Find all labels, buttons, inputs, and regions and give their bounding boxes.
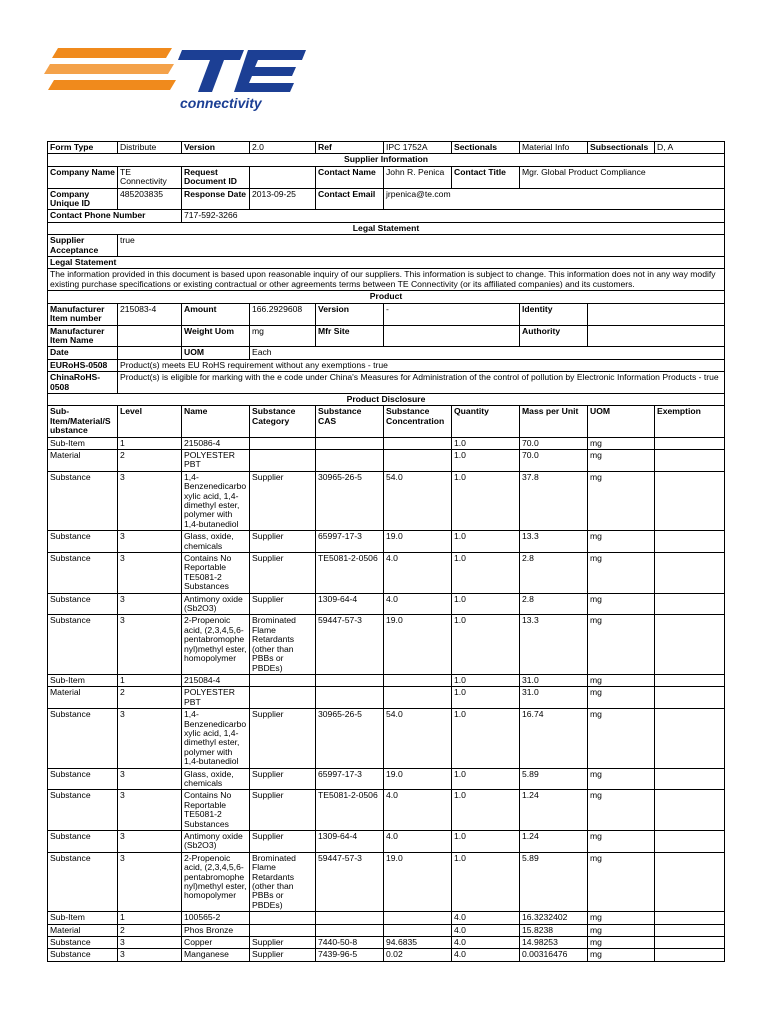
cell-level: 1: [118, 437, 182, 449]
cell-category: Supplier: [250, 790, 316, 831]
table-row: [48, 593, 725, 615]
contact-name-label: Contact Name: [316, 166, 384, 188]
cell-mass: 37.8: [520, 471, 588, 530]
sectionals-value: Material Info: [520, 142, 588, 154]
contact-email-value: jrpenica@te.com: [384, 188, 725, 210]
cell-mass: 16.3232402: [520, 912, 588, 924]
supplier-row-2: [48, 188, 725, 210]
ref-label: Ref: [316, 142, 384, 154]
identity-label: Identity: [520, 303, 588, 325]
cell-concentration: 4.0: [384, 553, 452, 594]
cell-mass: 1.24: [520, 790, 588, 831]
cell-type: Substance: [48, 852, 118, 911]
col-header-name: Name: [182, 406, 250, 437]
table-row: [48, 831, 725, 853]
cell-quantity: 4.0: [452, 924, 520, 936]
cell-cas: 1309-64-4: [316, 593, 384, 615]
cell-concentration: [384, 449, 452, 471]
cell-category: Supplier: [250, 593, 316, 615]
cell-level: 1: [118, 912, 182, 924]
table-row: [48, 553, 725, 594]
cell-quantity: 1.0: [452, 449, 520, 471]
mfr-site-value: [384, 325, 520, 347]
cell-quantity: 1.0: [452, 593, 520, 615]
cell-cas: 59447-57-3: [316, 852, 384, 911]
acceptance-row: [48, 235, 725, 257]
cell-name: 2-Propenoic acid, (2,3,4,5,6-pentabromophenyl)methyl ester, homopolymer: [182, 615, 250, 674]
cell-exemption: [655, 912, 725, 924]
response-date-label: Response Date: [182, 188, 250, 210]
cell-cas: [316, 924, 384, 936]
cell-category: [250, 449, 316, 471]
cell-exemption: [655, 437, 725, 449]
col-header-quantity: Quantity: [452, 406, 520, 437]
form-type-value: Distribute: [118, 142, 182, 154]
authority-label: Authority: [520, 325, 588, 347]
cell-cas: 59447-57-3: [316, 615, 384, 674]
cell-level: 1: [118, 674, 182, 686]
cell-concentration: 54.0: [384, 709, 452, 768]
cell-name: 100565-2: [182, 912, 250, 924]
cell-uom: mg: [588, 687, 655, 709]
cell-level: 3: [118, 852, 182, 911]
cell-quantity: 1.0: [452, 553, 520, 594]
cell-type: Sub-Item: [48, 674, 118, 686]
cell-type: Substance: [48, 593, 118, 615]
cell-type: Substance: [48, 937, 118, 949]
cell-cas: TE5081-2-0506: [316, 553, 384, 594]
cell-name: Copper: [182, 937, 250, 949]
cell-exemption: [655, 615, 725, 674]
cell-uom: mg: [588, 615, 655, 674]
cell-category: Supplier: [250, 949, 316, 961]
cell-exemption: [655, 831, 725, 853]
table-row: [48, 924, 725, 936]
cell-quantity: 1.0: [452, 831, 520, 853]
cell-level: 3: [118, 937, 182, 949]
cell-category: [250, 924, 316, 936]
cell-exemption: [655, 768, 725, 790]
disclosure-section-title: Product Disclosure: [48, 393, 725, 405]
company-name-label: Company Name: [48, 166, 118, 188]
cell-quantity: 1.0: [452, 437, 520, 449]
uom-label: UOM: [182, 347, 250, 359]
company-uid-value: 485203835: [118, 188, 182, 210]
cell-name: Phos Bronze: [182, 924, 250, 936]
cell-type: Sub-Item: [48, 437, 118, 449]
cell-mass: 2.8: [520, 553, 588, 594]
cell-uom: mg: [588, 593, 655, 615]
disclosure-header-row: [48, 406, 725, 437]
eurohs-label: EURoHS-0508: [48, 359, 118, 371]
table-row: [48, 937, 725, 949]
cell-cas: [316, 912, 384, 924]
amount-label: Amount: [182, 303, 250, 325]
cell-category: [250, 674, 316, 686]
legal-statement-text: The information provided in this document is based upon reasonable inquiry of our suppliers. This information is subject to change. This information does not in any way modify existing purchase specifications or existing contractual or other agreements terms between TE Connectivity (or its affiliated companies) and its customers.: [48, 269, 725, 291]
phone-value: 717-592-3266: [182, 210, 725, 222]
cell-cas: 30965-26-5: [316, 709, 384, 768]
cell-level: 3: [118, 531, 182, 553]
supplier-row-3: [48, 210, 725, 222]
cell-exemption: [655, 790, 725, 831]
cell-category: [250, 437, 316, 449]
cell-concentration: 19.0: [384, 768, 452, 790]
table-row: [48, 852, 725, 911]
cell-cas: 65997-17-3: [316, 531, 384, 553]
cell-exemption: [655, 924, 725, 936]
col-header-exemption: Exemption: [655, 406, 725, 437]
cell-category: Supplier: [250, 531, 316, 553]
col-header-mass: Mass per Unit: [520, 406, 588, 437]
disclosure-rows: [48, 437, 725, 961]
mfr-item-name-value: [118, 325, 182, 347]
contact-name-value: John R. Penica: [384, 166, 452, 188]
cell-concentration: 19.0: [384, 615, 452, 674]
cell-exemption: [655, 687, 725, 709]
cell-cas: [316, 674, 384, 686]
cell-name: 2-Propenoic acid, (2,3,4,5,6-pentabromophenyl)methyl ester, homopolymer: [182, 852, 250, 911]
table-row: [48, 471, 725, 530]
cell-uom: mg: [588, 852, 655, 911]
table-row: [48, 449, 725, 471]
cell-cas: [316, 437, 384, 449]
company-name-value: TE Connectivity: [118, 166, 182, 188]
cell-uom: mg: [588, 674, 655, 686]
cell-level: 3: [118, 615, 182, 674]
cell-name: POLYESTER PBT: [182, 687, 250, 709]
cell-concentration: 19.0: [384, 531, 452, 553]
cell-cas: TE5081-2-0506: [316, 790, 384, 831]
cell-category: Brominated Flame Retardants (other than PBBs or PBDEs): [250, 615, 316, 674]
chinarohs-label: ChinaRoHS-0508: [48, 372, 118, 394]
ref-value: IPC 1752A: [384, 142, 452, 154]
mfr-site-label: Mfr Site: [316, 325, 384, 347]
cell-concentration: 4.0: [384, 831, 452, 853]
cell-mass: 5.89: [520, 852, 588, 911]
cell-exemption: [655, 471, 725, 530]
cell-mass: 0.00316476: [520, 949, 588, 961]
product-row-2: [48, 325, 725, 347]
cell-name: Glass, oxide, chemicals: [182, 768, 250, 790]
cell-concentration: 4.0: [384, 790, 452, 831]
cell-type: Substance: [48, 553, 118, 594]
cell-mass: 13.3: [520, 615, 588, 674]
cell-quantity: 1.0: [452, 615, 520, 674]
cell-concentration: 94.6835: [384, 937, 452, 949]
cell-concentration: [384, 912, 452, 924]
chinarohs-value: Product(s) is eligible for marking with the e code under China's Measures for Administration of the control of pollution by Electronic Information Products - true: [118, 372, 725, 394]
cell-exemption: [655, 449, 725, 471]
cell-level: 3: [118, 768, 182, 790]
version-label: Version: [182, 142, 250, 154]
cell-type: Substance: [48, 709, 118, 768]
cell-mass: 14.98253: [520, 937, 588, 949]
cell-uom: mg: [588, 912, 655, 924]
eurohs-value: Product(s) meets EU RoHS requirement without any exemptions - true: [118, 359, 725, 371]
cell-concentration: [384, 924, 452, 936]
amount-value: 166.2929608: [250, 303, 316, 325]
cell-type: Substance: [48, 949, 118, 961]
cell-type: Substance: [48, 615, 118, 674]
cell-type: Material: [48, 687, 118, 709]
cell-type: Substance: [48, 471, 118, 530]
acceptance-value: true: [118, 235, 725, 257]
cell-exemption: [655, 674, 725, 686]
product-version-label: Version: [316, 303, 384, 325]
legal-statement-label: Legal Statement: [48, 257, 725, 269]
cell-mass: 31.0: [520, 687, 588, 709]
date-label: Date: [48, 347, 118, 359]
cell-name: 215086-4: [182, 437, 250, 449]
col-header-level: Level: [118, 406, 182, 437]
table-row: [48, 768, 725, 790]
weight-uom-label: Weight Uom: [182, 325, 250, 347]
contact-title-label: Contact Title: [452, 166, 520, 188]
cell-quantity: 1.0: [452, 531, 520, 553]
cell-type: Sub-Item: [48, 912, 118, 924]
request-doc-value: [250, 166, 316, 188]
cell-uom: mg: [588, 949, 655, 961]
cell-mass: 16.74: [520, 709, 588, 768]
product-row-3: [48, 347, 725, 359]
cell-name: 1,4-Benzenedicarboxylic acid, 1,4-dimethyl ester, polymer with 1,4-butanediol: [182, 709, 250, 768]
product-version-value: -: [384, 303, 520, 325]
cell-uom: mg: [588, 924, 655, 936]
cell-uom: mg: [588, 531, 655, 553]
cell-name: 1,4-Benzenedicarboxylic acid, 1,4-dimethyl ester, polymer with 1,4-butanediol: [182, 471, 250, 530]
cell-cas: 65997-17-3: [316, 768, 384, 790]
cell-exemption: [655, 531, 725, 553]
cell-mass: 70.0: [520, 437, 588, 449]
cell-quantity: 1.0: [452, 790, 520, 831]
cell-concentration: [384, 437, 452, 449]
cell-mass: 70.0: [520, 449, 588, 471]
cell-concentration: 19.0: [384, 852, 452, 911]
cell-type: Substance: [48, 831, 118, 853]
col-header-type: Sub-Item/Material/Substance: [48, 406, 118, 437]
header-row: [48, 142, 725, 154]
cell-uom: mg: [588, 790, 655, 831]
cell-cas: 7439-96-5: [316, 949, 384, 961]
cell-cas: [316, 449, 384, 471]
cell-concentration: [384, 687, 452, 709]
cell-category: Supplier: [250, 768, 316, 790]
cell-cas: [316, 687, 384, 709]
col-header-concentration: Substance Concentration: [384, 406, 452, 437]
mfr-item-number-value: 215083-4: [118, 303, 182, 325]
cell-exemption: [655, 852, 725, 911]
chinarohs-row: [48, 372, 725, 394]
cell-mass: 1.24: [520, 831, 588, 853]
response-date-value: 2013-09-25: [250, 188, 316, 210]
cell-level: 3: [118, 471, 182, 530]
cell-quantity: 4.0: [452, 912, 520, 924]
cell-type: Material: [48, 924, 118, 936]
cell-type: Substance: [48, 768, 118, 790]
legal-section-title: Legal Statement: [48, 222, 725, 234]
cell-uom: mg: [588, 937, 655, 949]
cell-mass: 13.3: [520, 531, 588, 553]
cell-concentration: 0.02: [384, 949, 452, 961]
supplier-row-1: [48, 166, 725, 188]
cell-name: Antimony oxide (Sb2O3): [182, 593, 250, 615]
cell-level: 3: [118, 949, 182, 961]
cell-quantity: 1.0: [452, 709, 520, 768]
cell-category: Supplier: [250, 471, 316, 530]
cell-uom: mg: [588, 831, 655, 853]
cell-category: Supplier: [250, 709, 316, 768]
cell-exemption: [655, 937, 725, 949]
table-row: [48, 531, 725, 553]
col-header-cas: Substance CAS: [316, 406, 384, 437]
cell-type: Material: [48, 449, 118, 471]
cell-category: Supplier: [250, 553, 316, 594]
cell-level: 3: [118, 709, 182, 768]
contact-email-label: Contact Email: [316, 188, 384, 210]
table-row: [48, 687, 725, 709]
cell-exemption: [655, 949, 725, 961]
subsectionals-label: Subsectionals: [588, 142, 655, 154]
acceptance-label: Supplier Acceptance: [48, 235, 118, 257]
table-row: [48, 674, 725, 686]
cell-name: POLYESTER PBT: [182, 449, 250, 471]
weight-uom-value: mg: [250, 325, 316, 347]
phone-label: Contact Phone Number: [48, 210, 182, 222]
cell-cas: 1309-64-4: [316, 831, 384, 853]
cell-exemption: [655, 593, 725, 615]
cell-quantity: 4.0: [452, 937, 520, 949]
cell-name: Antimony oxide (Sb2O3): [182, 831, 250, 853]
cell-level: 2: [118, 924, 182, 936]
cell-mass: 2.8: [520, 593, 588, 615]
cell-uom: mg: [588, 437, 655, 449]
uom-value: Each: [250, 347, 725, 359]
product-row-1: [48, 303, 725, 325]
cell-quantity: 1.0: [452, 768, 520, 790]
table-row: [48, 790, 725, 831]
form-table: [47, 141, 725, 962]
cell-uom: mg: [588, 553, 655, 594]
date-value: [118, 347, 182, 359]
te-connectivity-logo: [44, 44, 314, 116]
cell-uom: mg: [588, 471, 655, 530]
cell-type: Substance: [48, 790, 118, 831]
col-header-category: Substance Category: [250, 406, 316, 437]
cell-exemption: [655, 553, 725, 594]
cell-quantity: 4.0: [452, 949, 520, 961]
cell-name: 215084-4: [182, 674, 250, 686]
cell-uom: mg: [588, 768, 655, 790]
cell-level: 3: [118, 553, 182, 594]
form-type-label: Form Type: [48, 142, 118, 154]
cell-uom: mg: [588, 709, 655, 768]
col-header-uom: UOM: [588, 406, 655, 437]
cell-name: Glass, oxide, chemicals: [182, 531, 250, 553]
cell-concentration: [384, 674, 452, 686]
cell-quantity: 1.0: [452, 674, 520, 686]
supplier-section-title: Supplier Information: [48, 154, 725, 166]
declaration-form: [47, 141, 724, 962]
cell-category: [250, 912, 316, 924]
cell-mass: 31.0: [520, 674, 588, 686]
mfr-item-name-label: Manufacturer Item Name: [48, 325, 118, 347]
cell-cas: 7440-50-8: [316, 937, 384, 949]
cell-mass: 15.8238: [520, 924, 588, 936]
product-section-title: Product: [48, 291, 725, 303]
cell-name: Manganese: [182, 949, 250, 961]
cell-type: Substance: [48, 531, 118, 553]
cell-concentration: 4.0: [384, 593, 452, 615]
table-row: [48, 437, 725, 449]
cell-cas: 30965-26-5: [316, 471, 384, 530]
table-row: [48, 912, 725, 924]
cell-uom: mg: [588, 449, 655, 471]
table-row: [48, 615, 725, 674]
cell-level: 2: [118, 449, 182, 471]
cell-quantity: 1.0: [452, 471, 520, 530]
table-row: [48, 709, 725, 768]
contact-title-value: Mgr. Global Product Compliance: [520, 166, 725, 188]
subsectionals-value: D, A: [655, 142, 725, 154]
cell-concentration: 54.0: [384, 471, 452, 530]
cell-quantity: 1.0: [452, 687, 520, 709]
authority-value: [588, 325, 725, 347]
table-row: [48, 949, 725, 961]
version-value: 2.0: [250, 142, 316, 154]
cell-quantity: 1.0: [452, 852, 520, 911]
cell-category: [250, 687, 316, 709]
cell-mass: 5.89: [520, 768, 588, 790]
cell-category: Brominated Flame Retardants (other than PBBs or PBDEs): [250, 852, 316, 911]
cell-name: Contains No Reportable TE5081-2 Substances: [182, 553, 250, 594]
company-uid-label: Company Unique ID: [48, 188, 118, 210]
logo-tagline: connectivity: [180, 95, 262, 111]
cell-level: 3: [118, 831, 182, 853]
cell-category: Supplier: [250, 831, 316, 853]
cell-level: 3: [118, 593, 182, 615]
mfr-item-number-label: Manufacturer Item number: [48, 303, 118, 325]
identity-value: [588, 303, 725, 325]
request-doc-label: Request Document ID: [182, 166, 250, 188]
sectionals-label: Sectionals: [452, 142, 520, 154]
cell-name: Contains No Reportable TE5081-2 Substances: [182, 790, 250, 831]
cell-level: 2: [118, 687, 182, 709]
eurohs-row: [48, 359, 725, 371]
cell-level: 3: [118, 790, 182, 831]
cell-exemption: [655, 709, 725, 768]
cell-category: Supplier: [250, 937, 316, 949]
